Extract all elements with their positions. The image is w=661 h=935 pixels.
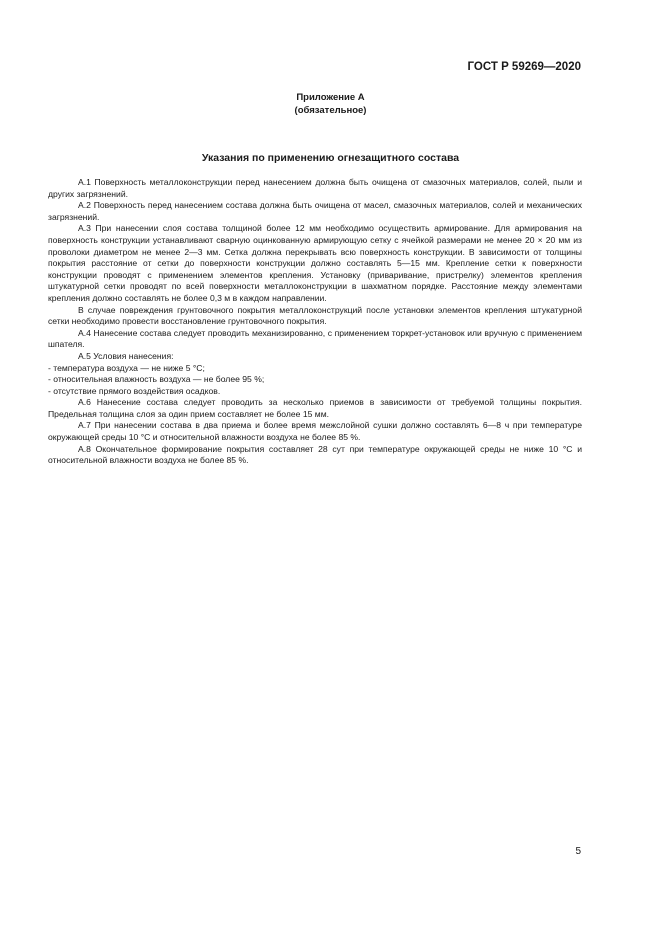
condition-item: - относительная влажность воздуха — не более 95 %; — [48, 374, 265, 385]
section-title: Указания по применению огнезащитного состава — [201, 152, 460, 164]
document-code: ГОСТ Р 59269—2020 — [467, 61, 581, 73]
paragraph-a4: А.4 Нанесение состава следует проводить механизированно, с применением торкрет-установок или вручную с применением шпателя. — [48, 327, 582, 350]
paragraph-a7: А.7 При нанесении состава в два приема и более время межслойной сушки должно составлять 6—8 ч при температуре окружающей среды 10 °С и относительной влажности воздуха не более 85 %. — [48, 420, 582, 443]
document-body — [48, 177, 582, 467]
condition-item: - температура воздуха — не ниже 5 °С; — [48, 362, 205, 373]
annex-heading — [0, 92, 661, 117]
paragraph-a5: А.5 Условия нанесения: — [78, 350, 174, 361]
condition-item: - отсутствие прямого воздействия осадков. — [48, 385, 221, 396]
paragraph-a3: А.3 При нанесении слоя состава толщиной более 12 мм необходимо осуществить армирование. Для армирования на поверхность конструкции устанавливают сварную оцинкованную армирующую сетку с ячейкой размерами не менее 20 × 20 мм из проволоки диаметром не менее 2—3 мм. Сетка должна перекрывать всю поверхность конструкции. В зависимости от толщины покрытия расстояние от сетки до поверхности конструкции должно составлять 5—15 мм. Крепление сетки к поверхности конструкции проводят с применением элементов крепления. Установку (приваривание, пристрелку) элементов крепления штукатурной сетки проводят по всей поверхности металлоконструкции в шахматном порядке. Расстояние между элементами крепления должно составлять не более 0,3 м в каждом направлении. — [48, 223, 582, 303]
paragraph-a3-continuation: В случае повреждения грунтовочного покрытия металлоконструкций после установки элементов крепления штукатурной сетки необходимо провести восстановление грунтовочного покрытия. — [48, 304, 582, 327]
page-number: 5 — [575, 846, 581, 857]
paragraph-a6: А.6 Нанесение состава следует проводить за несколько приемов в зависимости от требуемой толщины покрытия. Предельная толщина слоя за один прием составляет не более 15 мм. — [48, 397, 582, 419]
annex-title: Приложение А — [296, 92, 365, 103]
annex-status: (обязательное) — [294, 104, 367, 116]
paragraph-a2: А.2 Поверхность перед нанесением состава должна быть очищена от масел, смазочных материалов, солей и механических загрязнений. — [48, 200, 582, 222]
paragraph-a8: А.8 Окончательное формирование покрытия составляет 28 сут при температуре окружающей среды не ниже 10 °С и относительной влажности воздуха не более 85 %. — [48, 443, 582, 466]
paragraph-a1: А.1 Поверхность металлоконструкции перед нанесением должна быть очищена от смазочных материалов, солей, пыли и других загрязнений. — [48, 177, 582, 199]
